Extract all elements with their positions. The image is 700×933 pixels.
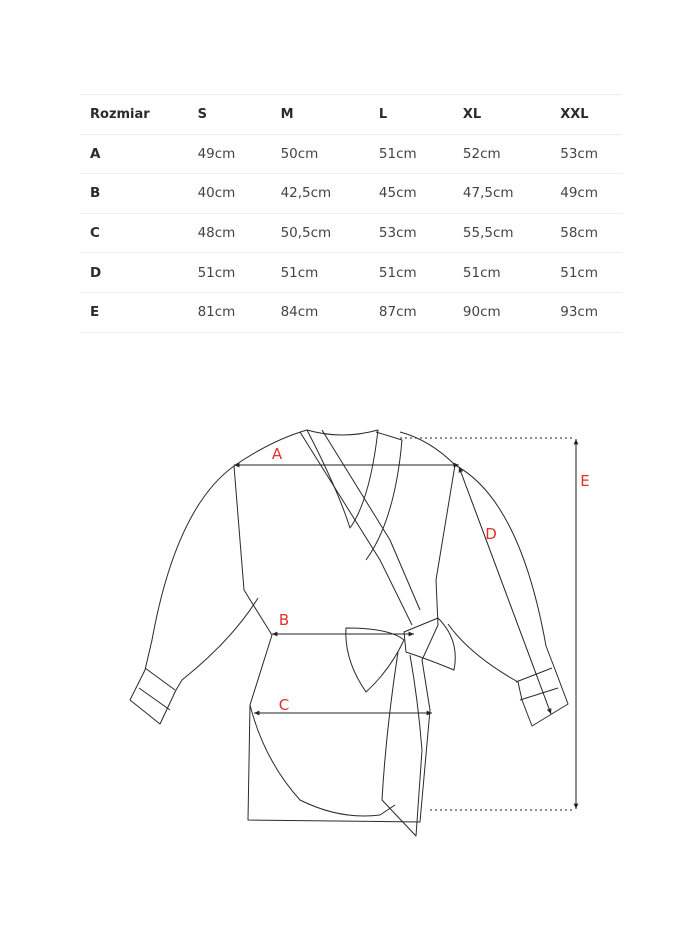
table-cell: 51cm [271, 253, 369, 293]
table-cell: 53cm [369, 213, 453, 253]
header-cell-m: M [271, 95, 369, 135]
row-label: D [80, 253, 188, 293]
table-cell: 87cm [369, 292, 453, 332]
row-label: A [80, 134, 188, 174]
header-cell-s: S [188, 95, 271, 135]
table-cell: 45cm [369, 174, 453, 214]
table-cell: 47,5cm [453, 174, 550, 214]
belt-bow [346, 628, 404, 692]
measure-label-d: D [485, 525, 497, 543]
table-cell: 50cm [271, 134, 369, 174]
jacket-lapel-band-inner [322, 430, 420, 610]
table-cell: 81cm [188, 292, 271, 332]
table-cell: 58cm [550, 213, 622, 253]
measure-label-e: E [580, 472, 590, 490]
header-cell-l: L [369, 95, 453, 135]
table-cell: 51cm [453, 253, 550, 293]
row-label: C [80, 213, 188, 253]
header-cell-xl: XL [453, 95, 550, 135]
table-cell: 48cm [188, 213, 271, 253]
jacket-body-outline [234, 430, 455, 822]
measure-label-a: A [271, 445, 283, 463]
measure-label-b: B [278, 611, 290, 629]
table-cell: 52cm [453, 134, 550, 174]
header-cell-xxl: XXL [550, 95, 622, 135]
left-sleeve [130, 466, 258, 724]
table-cell: 51cm [369, 253, 453, 293]
table-cell: 55,5cm [453, 213, 550, 253]
table-cell: 49cm [550, 174, 622, 214]
row-label: E [80, 292, 188, 332]
jacket-collar [307, 430, 378, 528]
right-sleeve [448, 465, 568, 726]
right-cuff [516, 668, 558, 700]
belt-tie [382, 652, 422, 836]
table-cell: 51cm [369, 134, 453, 174]
header-cell-size: Rozmiar [80, 95, 188, 135]
row-label: B [80, 174, 188, 214]
wrap-front [250, 705, 395, 816]
jacket-outline [130, 430, 568, 836]
table-cell: 40cm [188, 174, 271, 214]
table-cell: 51cm [550, 253, 622, 293]
table-cell: 51cm [188, 253, 271, 293]
table-cell: 84cm [271, 292, 369, 332]
table-cell: 90cm [453, 292, 550, 332]
measure-line-d [459, 467, 551, 714]
jacket-lapel-band [300, 432, 412, 625]
table-cell: 53cm [550, 134, 622, 174]
table-cell: 42,5cm [271, 174, 369, 214]
table-cell: 93cm [550, 292, 622, 332]
table-cell: 50,5cm [271, 213, 369, 253]
jacket-lapel-right [366, 432, 402, 560]
measure-label-c: C [278, 696, 290, 714]
table-cell: 49cm [188, 134, 271, 174]
